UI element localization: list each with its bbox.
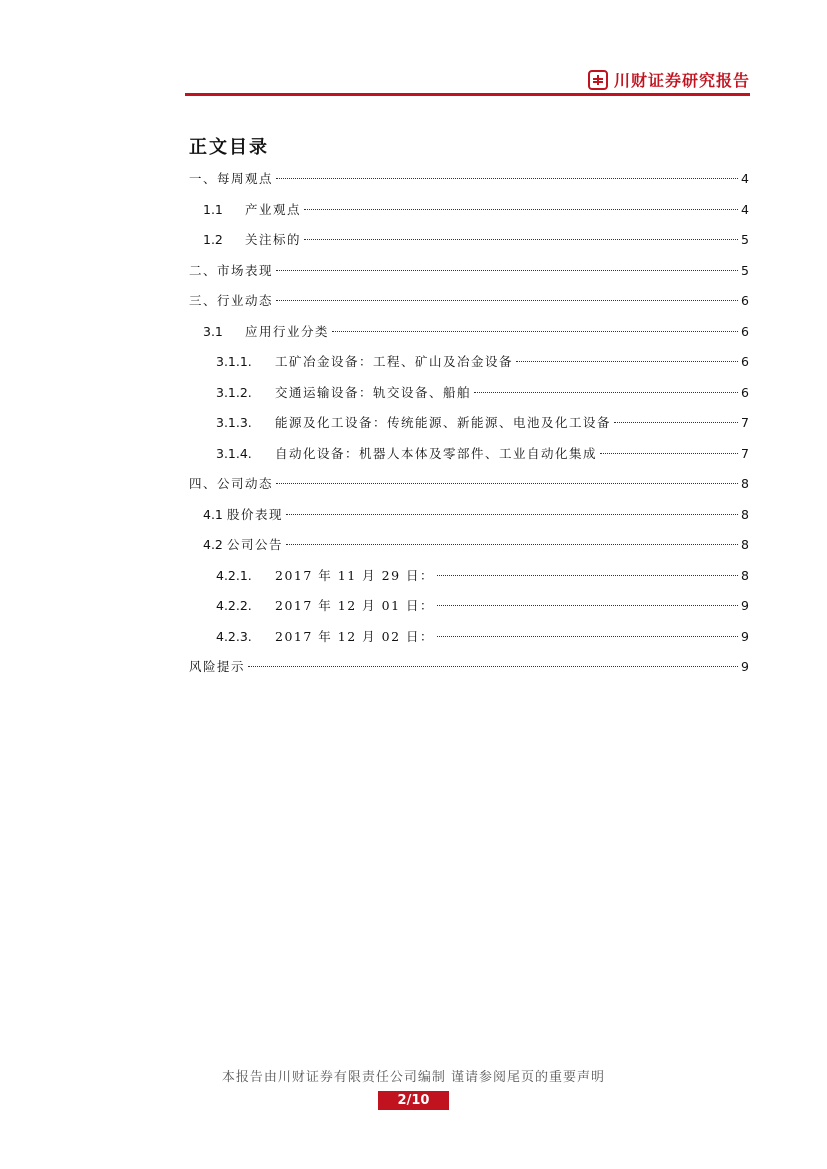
dot-leader — [276, 483, 738, 484]
toc-entry-label: 2017 年 12 月 01 日： — [275, 598, 434, 613]
dot-leader — [304, 239, 738, 240]
toc-entry-number: 1.1 — [203, 201, 223, 217]
toc-entry-label: 股价表现 — [227, 506, 284, 522]
toc-entry-page: 4 — [741, 171, 749, 186]
toc-entry[interactable] — [189, 200, 749, 231]
dot-leader — [286, 544, 738, 545]
toc-entry-page: 5 — [741, 232, 749, 247]
toc-entry[interactable] — [189, 291, 749, 322]
toc-entry[interactable] — [189, 261, 749, 292]
toc-entry-page: 8 — [741, 537, 749, 552]
toc-entry[interactable] — [189, 535, 749, 566]
toc-entry-page: 9 — [741, 598, 749, 613]
toc-entry-number: 4.1 — [203, 506, 223, 522]
toc-entry-number: 3.1.1. — [216, 354, 252, 369]
toc-entry[interactable] — [189, 383, 749, 414]
toc-entry-page: 6 — [741, 354, 749, 369]
toc-entry-label: 公司公告 — [227, 537, 284, 552]
dot-leader — [516, 361, 738, 362]
toc-entry-page: 6 — [741, 293, 749, 308]
report-footer — [0, 1066, 827, 1110]
toc-entry[interactable] — [189, 566, 749, 597]
dot-leader — [248, 666, 738, 667]
dot-leader — [614, 422, 738, 423]
toc-entry[interactable] — [189, 444, 749, 475]
toc-entry[interactable] — [189, 474, 749, 505]
toc-entry-number: 4.2 — [203, 537, 223, 552]
toc-entry[interactable] — [189, 505, 749, 536]
toc-entry-page: 8 — [741, 567, 749, 583]
header-rule — [185, 93, 750, 96]
dot-leader — [276, 270, 738, 271]
toc-entry-number: 4.2.2. — [216, 598, 252, 613]
toc-entry-number: 3.1.2. — [216, 384, 252, 400]
toc-entry-label: 风险提示 — [189, 659, 246, 674]
page-indicator: 2/10 — [378, 1091, 450, 1110]
toc-entry[interactable] — [189, 657, 749, 688]
toc-entry-number: 1.2 — [203, 232, 223, 247]
toc-entry-page: 9 — [741, 628, 749, 644]
footer-disclaimer: 本报告由川财证券有限责任公司编制 谨请参阅尾页的重要声明 — [221, 1070, 606, 1085]
toc-entry-number: 3.1.4. — [216, 445, 252, 461]
toc-entry-page: 9 — [741, 659, 749, 674]
toc-entry-number: 3.1.3. — [216, 415, 252, 430]
dot-leader — [437, 605, 738, 606]
toc-entry[interactable] — [189, 627, 749, 658]
toc-entry[interactable] — [189, 230, 749, 261]
report-header — [185, 60, 750, 96]
toc-entry-label: 交通运输设备：轨交设备、船舶 — [275, 384, 472, 400]
toc-entry-number: 4.2.3. — [216, 628, 252, 644]
brand — [588, 68, 750, 91]
toc-entry-number: 3.1 — [203, 323, 223, 339]
dot-leader — [600, 453, 738, 454]
toc-entry-label: 能源及化工设备：传统能源、新能源、电池及化工设备 — [275, 415, 612, 430]
toc-entry-label: 应用行业分类 — [245, 323, 330, 339]
toc-entry-number: 4.2.1. — [216, 567, 252, 583]
dot-leader — [332, 331, 738, 332]
toc-entry-label: 关注标的 — [245, 232, 302, 247]
toc-entry-label: 二、市场表现 — [189, 262, 274, 278]
toc-entry-label: 一、每周观点 — [189, 171, 274, 186]
dot-leader — [304, 209, 738, 210]
toc-entry-label: 三、行业动态 — [189, 293, 274, 308]
dot-leader — [437, 636, 738, 637]
toc-entry[interactable] — [189, 169, 749, 200]
toc-entry-page: 7 — [741, 415, 749, 430]
toc-entry-label: 四、公司动态 — [189, 476, 274, 491]
toc-entry-label: 产业观点 — [245, 201, 302, 217]
toc-entry-label: 自动化设备：机器人本体及零部件、工业自动化集成 — [275, 445, 598, 461]
brand-name: 川财证券研究报告 — [613, 71, 750, 90]
toc-entry[interactable] — [189, 322, 749, 353]
dot-leader — [286, 514, 738, 515]
dot-leader — [276, 178, 738, 179]
toc-entry-page: 7 — [741, 445, 749, 461]
toc-entry[interactable] — [189, 596, 749, 627]
dot-leader — [474, 392, 738, 393]
toc-entry-page: 8 — [741, 476, 749, 491]
toc-entry[interactable] — [189, 352, 749, 383]
dot-leader — [276, 300, 738, 301]
toc-title: 正文目录 — [189, 137, 269, 158]
toc-entry[interactable] — [189, 413, 749, 444]
toc-entry-label: 2017 年 12 月 02 日： — [275, 628, 434, 644]
toc-entry-page: 4 — [741, 201, 749, 217]
toc-entry-page: 6 — [741, 323, 749, 339]
table-of-contents — [189, 169, 749, 688]
toc-entry-page: 8 — [741, 506, 749, 522]
toc-entry-label: 工矿冶金设备：工程、矿山及冶金设备 — [275, 354, 514, 369]
company-logo-icon — [588, 70, 608, 90]
dot-leader — [437, 575, 738, 576]
toc-entry-label: 2017 年 11 月 29 日： — [275, 567, 434, 583]
toc-entry-page: 6 — [741, 384, 749, 400]
toc-entry-page: 5 — [741, 262, 749, 278]
